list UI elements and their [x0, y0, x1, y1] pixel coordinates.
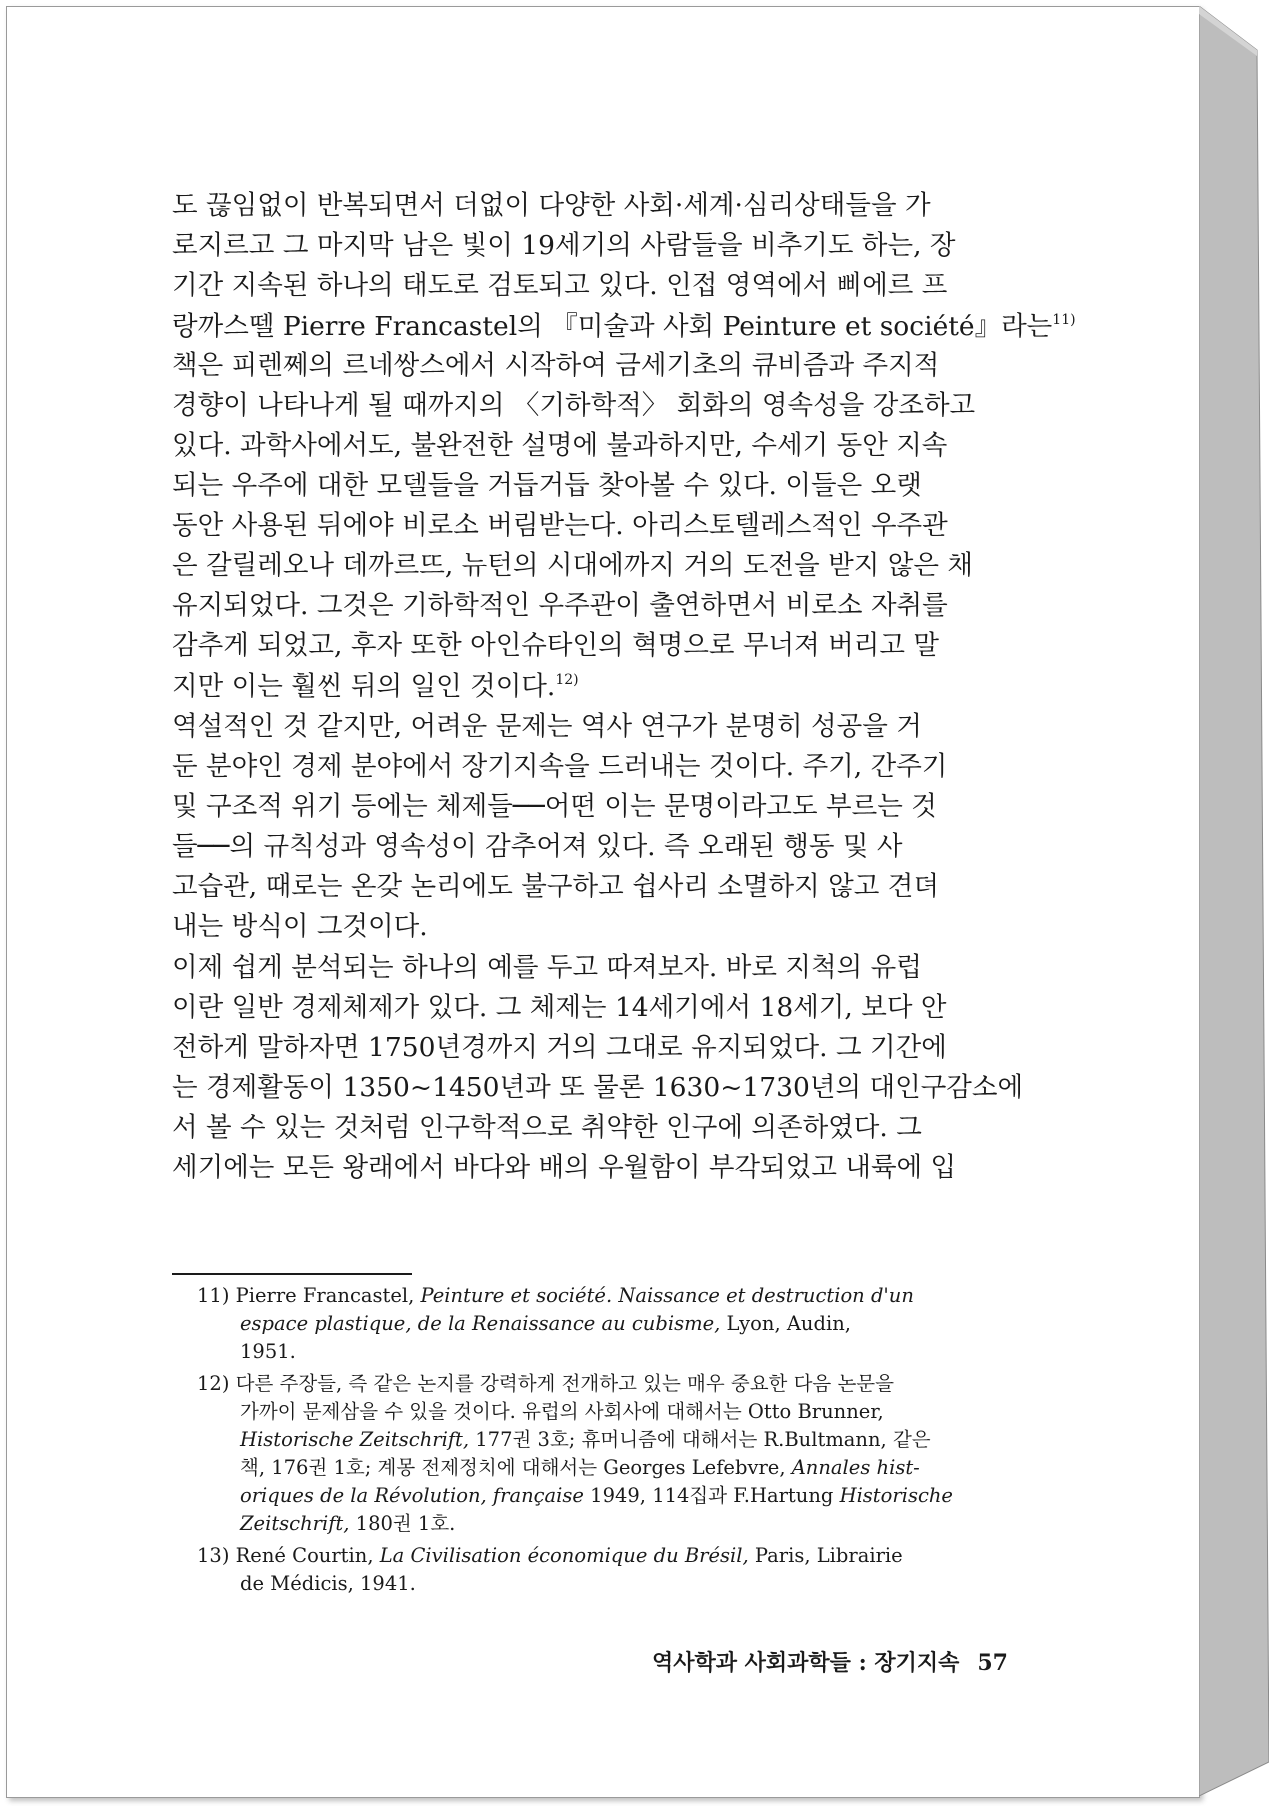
footnote-title: La Civilisation économique du Brésil,	[379, 1544, 749, 1567]
footnote-line	[240, 1458, 1055, 1478]
footnote-line	[197, 1546, 1012, 1566]
page-stack-edge	[1199, 6, 1269, 1796]
body-line: 세기에는 모든 왕래에서 바다와 배의 우월함이 부각되었고 내륙에 입	[172, 1152, 957, 1183]
body-line: 책은 피렌쩨의 르네쌍스에서 시작하여 금세기초의 큐비즘과 주지적	[172, 350, 940, 381]
body-line: 되는 우주에 대한 모델들을 거듭거듭 찾아볼 수 있다. 이들은 오랫	[172, 470, 922, 501]
footnote-divider	[172, 1273, 412, 1275]
body-line: 은 갈릴레오나 데까르뜨, 뉴턴의 시대에까지 거의 도전을 받지 않은 채	[172, 550, 974, 581]
body-line	[172, 673, 1022, 701]
body-line: 고습관, 때로는 온갖 논리에도 불구하고 쉽사리 소멸하지 않고 견뎌	[172, 871, 939, 902]
body-line: 들──의 규칙성과 영속성이 감추어져 있다. 즉 오래된 행동 및 사	[172, 831, 903, 862]
footnote-text: René Courtin,	[235, 1544, 380, 1567]
footnote-text: Pierre Francastel,	[235, 1284, 421, 1307]
body-line: 서 볼 수 있는 것처럼 인구학적으로 취약한 인구에 의존하였다. 그	[172, 1112, 922, 1143]
body-line-text: 랑까스뗄 Pierre Francastel의 『미술과 사회 Peinture et société』라는	[172, 311, 1053, 342]
body-line: 경향이 나타나게 될 때까지의 〈기하학적〉 회화의 영속성을 강조하고	[172, 390, 976, 421]
body-line: 및 구조적 위기 등에는 체제들──어떤 이는 문명이라고도 부르는 것	[172, 791, 937, 822]
body-line: 이란 일반 경제체제가 있다. 그 체제는 14세기에서 18세기, 보다 안	[172, 992, 947, 1023]
body-line	[172, 311, 1076, 342]
footnote-line: 1951.	[240, 1340, 296, 1363]
page-number: 57	[977, 1650, 1008, 1676]
footnote-line	[240, 1486, 1055, 1506]
footnote-number: 13)	[197, 1544, 230, 1567]
body-line: 동안 사용된 뒤에야 비로소 버림받는다. 아리스토텔레스적인 우주관	[172, 510, 948, 541]
body-line: 이제 쉽게 분석되는 하나의 예를 두고 따져보자. 바로 지척의 유럽	[172, 952, 922, 983]
footnote-ref: 12)	[555, 672, 579, 688]
body-line: 기간 지속된 하나의 태도로 검토되고 있다. 인접 영역에서 삐에르 프	[172, 270, 948, 301]
footnote-line: 가까이 문제삼을 수 있을 것이다. 유럽의 사회사에 대해서는 Otto Brunner,	[240, 1400, 884, 1423]
footnote-title: Zeitschrift,	[240, 1512, 350, 1535]
body-line: 감추게 되었고, 후자 또한 아인슈타인의 혁명으로 무너져 버리고 말	[172, 630, 939, 661]
footnote-text: 책, 176권 1호; 계몽 전제정치에 대해서는 Georges Lefebvre,	[240, 1456, 792, 1479]
body-line: 내는 방식이 그것이다.	[172, 911, 428, 942]
footnote-title: Historische Zeitschrift,	[240, 1428, 470, 1451]
footnote-title: Historische	[839, 1484, 953, 1507]
body-line-text: 지만 이는 훨씬 뒤의 일인 것이다.	[172, 671, 556, 702]
footnote-line	[197, 1374, 1012, 1394]
footnote-line	[197, 1286, 1012, 1306]
body-line: 있다. 과학사에서도, 불완전한 설명에 불과하지만, 수세기 동안 지속	[172, 430, 948, 461]
running-footer	[652, 1646, 1008, 1677]
footnote-line: de Médicis, 1941.	[240, 1572, 416, 1595]
footnote-number: 11)	[197, 1284, 230, 1307]
footnote-text: Paris, Librairie	[748, 1544, 903, 1567]
footnote-title: oriques de la Révolution, française	[240, 1484, 584, 1507]
footnote-number: 12)	[197, 1372, 230, 1395]
body-line: 로지르고 그 마지막 남은 빛이 19세기의 사람들을 비추기도 하는, 장	[172, 230, 956, 261]
footnote-text: 다른 주장들, 즉 같은 논지를 강력하게 전개하고 있는 매우 중요한 다음 논문을	[235, 1372, 894, 1395]
body-line: 유지되었다. 그것은 기하학적인 우주관이 출연하면서 비로소 자취를	[172, 590, 948, 621]
footnote-line	[240, 1430, 1055, 1450]
body-line: 역설적인 것 같지만, 어려운 문제는 역사 연구가 분명히 성공을 거	[172, 711, 922, 742]
footnote-text: 1949, 114집과 F.Hartung	[583, 1484, 840, 1507]
footnote-title: Annales hist-	[791, 1456, 920, 1479]
footnote-line	[240, 1314, 1055, 1334]
footnote-text: 180권 1호.	[349, 1512, 456, 1535]
footnote-text: Lyon, Audin,	[720, 1312, 851, 1335]
body-line: 전하게 말하자면 1750년경까지 거의 그대로 유지되었다. 그 기간에	[172, 1032, 947, 1063]
footnote-title: espace plastique, de la Renaissance au cubisme,	[240, 1312, 721, 1335]
footnote-line	[240, 1514, 1055, 1534]
footnote-ref: 11)	[1052, 312, 1076, 328]
body-line: 도 끊임없이 반복되면서 더없이 다양한 사회·세계·심리상태들을 가	[172, 190, 931, 221]
body-line: 둔 분야인 경제 분야에서 장기지속을 드러내는 것이다. 주기, 간주기	[172, 751, 948, 782]
running-footer-title: 역사학과 사회과학들 : 장기지속	[651, 1650, 960, 1676]
footnote-text: 177권 3호; 휴머니즘에 대해서는 R.Bultmann, 같은	[469, 1428, 931, 1451]
body-line: 는 경제활동이 1350~1450년과 또 물론 1630~1730년의 대인구감소에	[172, 1072, 1024, 1103]
footnote-title: Peinture et société. Naissance et destruction d'un	[420, 1284, 914, 1307]
